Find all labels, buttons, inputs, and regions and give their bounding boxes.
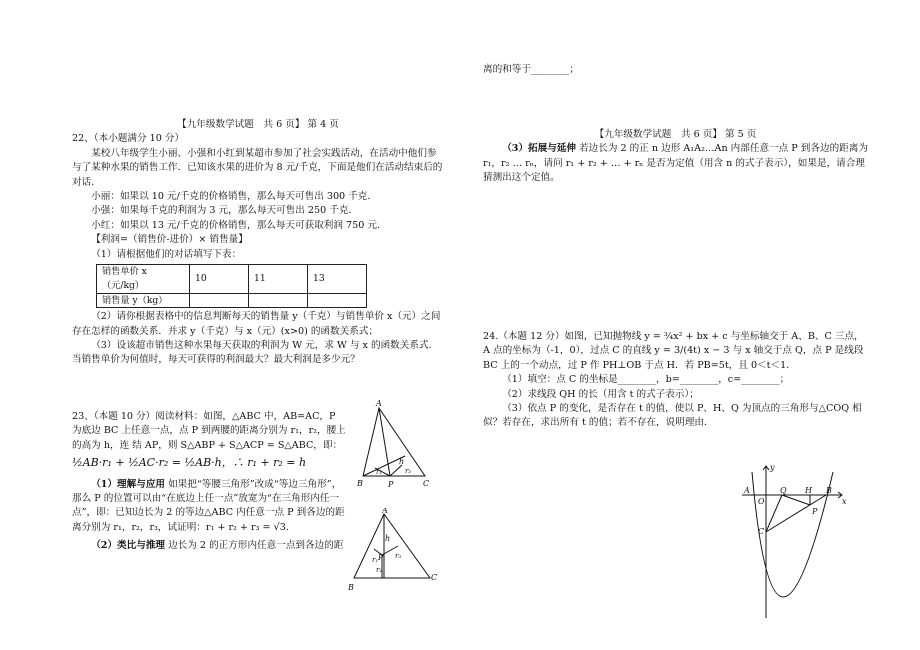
fig3-label-b: B (826, 486, 832, 495)
table-cell: 11 (249, 264, 308, 293)
figure-equilateral-triangle (346, 508, 442, 600)
q24-stem: 24.（本题 12 分）如图，已知抛物线 y = ¾x² + bx + c 与坐标轴交于 A、B、C 三点，A 点的坐标为（-1，0），过点 C 的直线 y = 3/(4t) x − 3 与 x 轴交于点 Q，点 P 是线段 BC 上的一个动点，过 P 作 PH⊥OB 于点 H．若 PB=5t，且 0＜t＜1． (483, 331, 864, 371)
fig2-label-p: P (378, 553, 384, 562)
table-cell: 10 (190, 264, 249, 293)
q23-equation: ½AB·r₁ + ½AC·r₂ = ½AB·h，∴ r₁ + r₂ = h (72, 456, 307, 470)
distance-r2 (390, 465, 402, 476)
fig1-label-b: B (357, 479, 363, 488)
fig2-label-r3: r₃ (395, 552, 402, 560)
fig2-label-b: B (348, 583, 354, 592)
fig1-label-c: C (423, 479, 430, 488)
q24-sub2: （2）求线段 QH 的长（用含 t 的式子表示）； (502, 388, 699, 400)
table-cell-empty[interactable] (308, 293, 367, 308)
parabola-curve (752, 472, 833, 597)
fig3-label-y: y (770, 463, 775, 472)
figure-isosceles-triangle (355, 398, 435, 490)
fig2-label-r2: r₂ (376, 566, 383, 574)
q23-sec3-title: （3）拓展与延伸 (502, 143, 577, 155)
table-cell: 销售量 y（kg） (97, 293, 190, 308)
table-cell-empty[interactable] (190, 293, 249, 308)
q23-sec1-title: （1）理解与应用 (91, 478, 166, 490)
table-row (97, 293, 367, 308)
table-cell: 销售单价 x（元/kg） (97, 264, 190, 293)
segment-qp (782, 495, 810, 505)
q23-block (72, 410, 347, 554)
q24-block (483, 330, 868, 431)
q22-intro: 某校八年级学生小丽、小强和小红到某超市参加了社会实践活动，在活动中他们参与了某种水果的销售工作．已知该水果的进价为 8 元/千克，下面是他们在活动结束后的对话． (72, 147, 443, 188)
right-column (483, 128, 868, 186)
left-column (72, 118, 444, 368)
fig2-label-a: A (382, 508, 388, 515)
triangle-abc-shape (363, 408, 425, 476)
fig1-label-h: h (399, 457, 405, 466)
q24-sub3: （3）依点 P 的变化，是否存在 t 的值，使以 P、H、Q 为顶点的三角形与△COQ 相似？若存在，求出所有 t 的值；若不存在，说明理由． (483, 402, 862, 429)
table-row (97, 264, 367, 293)
left-page-footer: 【九年级数学试题 共 6 页】 第 4 页 (177, 119, 339, 130)
q23-sec2-title: （2）类比与推理 (91, 540, 166, 552)
fig3-label-h: H (805, 486, 812, 495)
segment-cq (766, 495, 782, 532)
q23-sec3-body: 若边长为 2 的正 n 边形 A₁A₂…An 内部任意一点 P 到各边的距离为 r₁，r₂ … rₙ，请问 r₁ + r₂ + … + rₙ 是否为定值（用含 n 的式子表示），如果是，请合理猜测出这个定值。 (483, 143, 868, 184)
fig3-label-x: x (842, 497, 847, 506)
figure-parabola (738, 462, 850, 622)
q22-dialog-xiaoli: 小丽：如果以 10 元/千克的价格销售，那么每天可售出 300 千克． (91, 190, 377, 202)
fig1-label-a: A (376, 399, 382, 408)
triangle-abc-shape (354, 514, 430, 578)
q22-sub2: （2）请你根据表格中的信息判断每天的销售量 y（千克）与销售单价 x（元）之间存在怎样的函数关系．并求 y（千克）与 x（元）(x>0) 的函数关系式； (72, 311, 441, 337)
q24-sub1: （1）填空：点 C 的坐标是________，b=________，c=________； (502, 374, 790, 386)
q23-sec1-body: 如果把“等腰三角形”改成“等边三角形”，那么 P 的位置可以由“在底边上任一点”放宽为“在三角形内任一点”，即：已知边长为 2 的等边△ABC 内任意一点 P 到各边的距离分别为 r₁，r₂，r₃，试证明：r₁ + r₂ + r₃ = √3． (72, 478, 345, 533)
table-cell: 13 (308, 264, 367, 293)
fig1-label-r2: r₂ (405, 467, 412, 475)
q22-dialog-xiaohong: 小红：如果以 13 元/千克的价格销售，那么每天可获取利润 750 元． (91, 219, 387, 231)
fig2-label-h: h (385, 534, 391, 543)
fig3-label-a: A (744, 486, 750, 495)
fig3-label-o: O (758, 497, 765, 506)
q22-sub3: （3）设该超市销售这种水果每天获取的利润为 W 元，求 W 与 x 的函数关系式．当销售单价为何值时，每天可获得的利润最大？最大利润是多少元？ (72, 340, 439, 366)
fig1-label-r1: r₁ (376, 468, 383, 476)
q22-dialog-xiaoqiang: 小强：如果每千克的利润为 3 元，那么每天可售出 250 千克． (91, 205, 359, 217)
fig1-label-p: P (388, 480, 394, 489)
fig2-label-c: C (431, 573, 438, 582)
right-top-line (483, 63, 579, 77)
fig3-label-p: P (812, 507, 818, 516)
q22-heading: 22、（本小题满分 10 分） (72, 133, 185, 145)
sales-table (96, 264, 367, 308)
fig3-label-c: C (758, 527, 765, 536)
right-page-footer: 【九年级数学试题 共 6 页】 第 5 页 (594, 129, 757, 140)
q23-reading: 23、（本题 10 分）阅读材料：如图，△ABC 中，AB=AC，P 为底边 BC 上任意一点，点 P 到两腰的距离分别为 r₁，r₂，腰上的高为 h，连 结 AP，则 S△ABP + S△ACP = S△ABC，即： (72, 411, 346, 451)
q23-sec2-body: 边长为 2 的正方形内任意一点到各边的距 (168, 540, 344, 552)
table-cell-empty[interactable] (249, 293, 308, 308)
fig3-label-q: Q (780, 486, 787, 495)
fig2-label-r1: r₁ (372, 556, 379, 564)
q22-profit-formula: 【利润=（销售价-进价）× 销售量】 (91, 234, 248, 246)
q22-sub1: （1）请根据他们的对话填写下表： (91, 248, 242, 260)
right-top-text: 离的和等于________； (483, 64, 579, 75)
